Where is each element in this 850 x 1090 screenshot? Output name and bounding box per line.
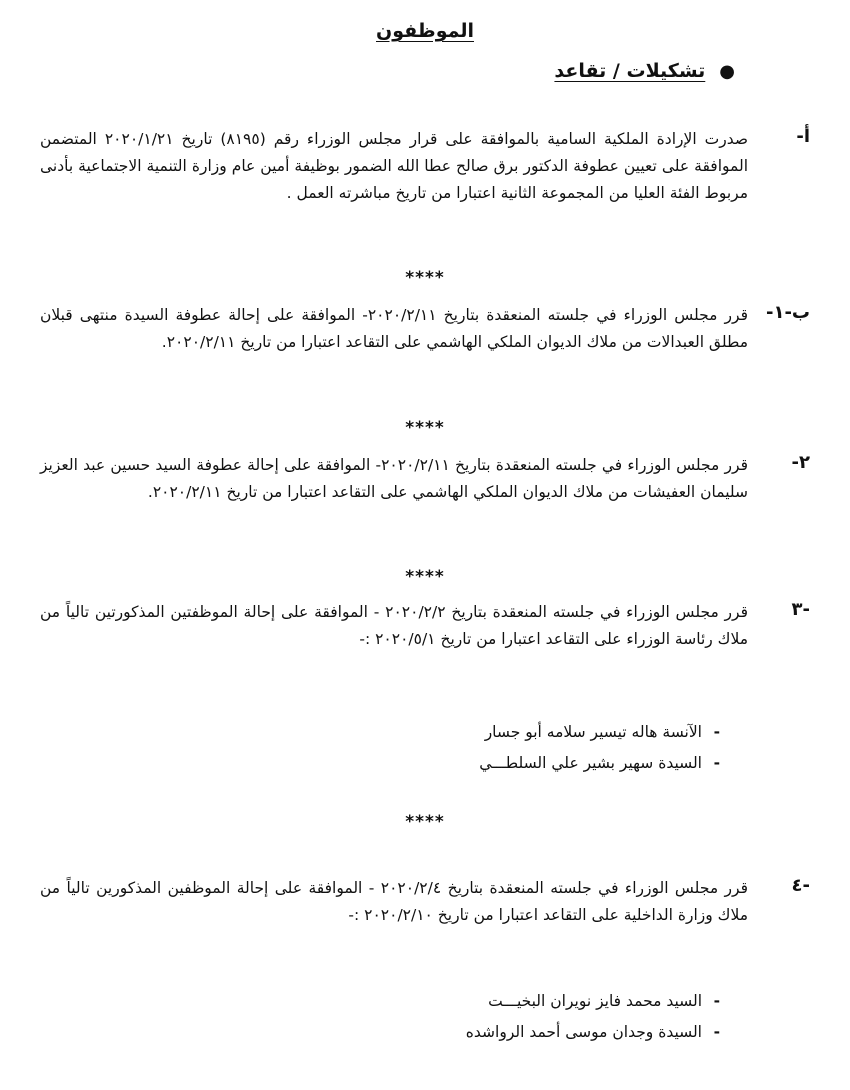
item-marker: -٣ <box>791 599 810 620</box>
dash-icon: - <box>713 754 720 772</box>
list-item <box>466 1017 720 1048</box>
item-marker: أ- <box>796 126 810 147</box>
item-2 <box>40 452 810 506</box>
section-heading <box>554 60 735 82</box>
separator: **** <box>405 418 445 438</box>
names-list-item-3 <box>479 717 720 779</box>
item-a <box>40 126 810 207</box>
item-marker: -٤ <box>791 875 810 896</box>
dash-icon: - <box>713 992 720 1010</box>
item-text: قرر مجلس الوزراء في جلسته المنعقدة بتاريخ ٢٠٢٠/٢/١١- الموافقة على إحالة عطوفة السيد حسين عبد العزيز سليمان العفيشات من ملاك الديوان الملكي الهاشمي على التقاعد اعتبارا من تاريخ ٢٠٢٠/٢/١١. <box>40 456 748 501</box>
item-marker: ٢- <box>791 452 810 473</box>
item-marker: ب-١- <box>765 302 810 323</box>
list-item <box>479 748 720 779</box>
person-name: السيدة سهير بشير علي السلطـــي <box>479 754 702 772</box>
item-text: قرر مجلس الوزراء في جلسته المنعقدة بتاريخ ٢٠٢٠/٢/٤ - الموافقة على إحالة الموظفين المذكورين تالياً من ملاك وزارة الداخلية على التقاعد اعتبارا من تاريخ ٢٠٢٠/٢/١٠ :- <box>40 879 748 924</box>
separator: **** <box>405 268 445 288</box>
person-name: السيدة وجدان موسى أحمد الرواشده <box>465 1023 702 1041</box>
item-4 <box>40 875 810 929</box>
person-name: السيد محمد فايز نويران البخيـــت <box>488 992 702 1010</box>
separator: **** <box>405 567 445 587</box>
separator: **** <box>405 812 445 832</box>
dash-icon: - <box>713 723 720 741</box>
bullet-icon: ● <box>719 61 735 82</box>
names-list-item-4 <box>466 986 720 1048</box>
person-name: الآنسة هاله تيسير سلامه أبو جسار <box>484 723 702 741</box>
dash-icon: - <box>713 1023 720 1041</box>
item-3 <box>40 599 810 653</box>
page-title <box>0 20 850 42</box>
item-text: قرر مجلس الوزراء في جلسته المنعقدة بتاريخ ٢٠٢٠/٢/١١- الموافقة على إحالة عطوفة السيدة منتهى قبلان مطلق العبدالات من ملاك الديوان الملكي الهاشمي على التقاعد اعتبارا من تاريخ ٢٠٢٠/٢/١١. <box>40 306 748 351</box>
section-heading-text: تشكيلات / تقاعد <box>554 60 706 82</box>
list-item <box>479 717 720 748</box>
page-title-text: الموظفون <box>376 20 474 42</box>
list-item <box>466 986 720 1017</box>
item-b1 <box>40 302 810 356</box>
item-text: قرر مجلس الوزراء في جلسته المنعقدة بتاريخ ٢٠٢٠/٢/٢ - الموافقة على إحالة الموظفتين المذكورتين تالياً من ملاك رئاسة الوزراء على التقاعد اعتبارا من تاريخ ٢٠٢٠/٥/١ :- <box>40 603 748 648</box>
item-text: صدرت الإرادة الملكية السامية بالموافقة على قرار مجلس الوزراء رقم (٨١٩٥) تاريخ ٢٠٢٠/١/٢١ المتضمن الموافقة على تعيين عطوفة الدكتور برق صالح عطا الله الضمور بوظيفة أمين عام وزارة التنمية الاجتماعية بأدنى مربوط الفئة العليا من المجموعة الثانية اعتبارا من تاريخ مباشرته العمل . <box>40 130 748 202</box>
